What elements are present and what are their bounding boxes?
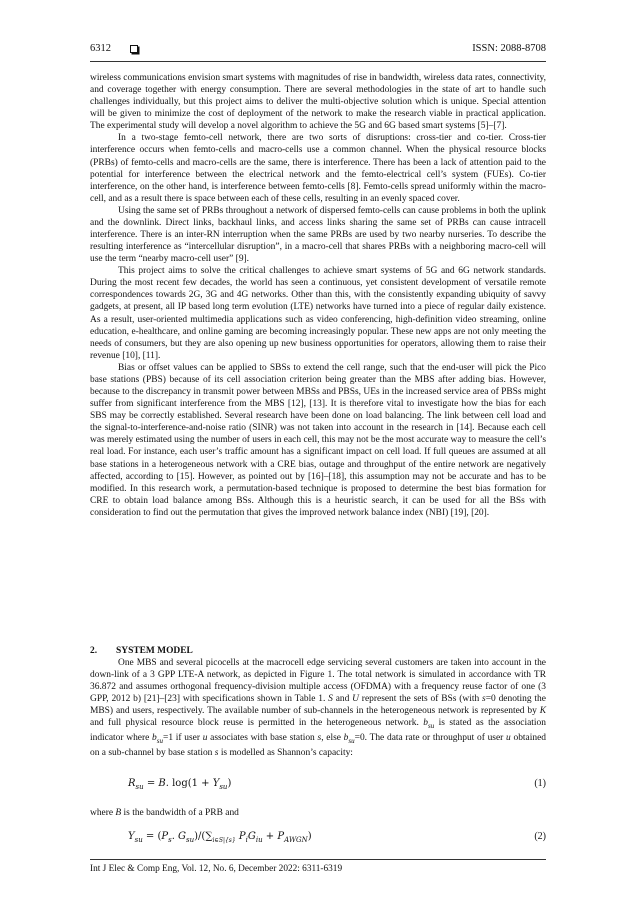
where-text: where B is the bandwidth of a PRB and (90, 808, 239, 818)
body-text (90, 72, 546, 519)
issn: ISSN: 2088-8708 (472, 43, 546, 54)
journal-page: 6312 ISSN: 2088-8708 wireless communications envision smart systems with magnitudes of rise in bandwidth, wireless data rates, connectivity, and coverage together with energy consumption. There are several methodologies in the state of art to handle such challenges individually, but this project aims to deliver the multi-objective solution which is unique. Special attention will be given to minimize the cost of deployment of the network to make the research viable in practical application. The experimental study will develop a novel algorithm to achieve the 5G and 6G based smart systems [5]–[7]. In a two-stage femto-cell network, there are two sorts of disruptions: cross-tier and co-tier. Cross-tier interference occurs when femto-cells and macro-cells use a common channel. When the physical resource blocks (PRBs) of femto-cells and macro-cells are the same, there is interference. There has been a lack of attention paid to the potential for interference between the electrical network and the femto-electrical cell’s system (FUEs). Co-tier interference, on the other hand, is interference between femto-cells [8]. Femto-cells spread uniformly within the macro-cell, and as a result there is space between each of these cells, resulting in an evenly spaced cover. Using the same set of PRBs throughout a network of dispersed femto-cells can cause problems in both the uplink and the downlink. Direct links, backhaul links, and access links sharing the same set of PRBs can cause intracell interference. There is an inter-RN interruption when the same PRBs are used by two nearby nurseries. To describe the resulting interference as “intercellular disruption”, in a macro-cell that shares PRBs with a neighboring macro-cell will use the term “nearby macro-cell user” [9]. This project aims to solve the critical challenges to achieve smart systems of 5G and 6G network standards. During the most recent few decades, the world has seen a continuous, yet consistent development of versatile remote correspondences towards 2G, 3G and 4G networks. Other than this, with the consistently expanding ubiquity of savvy gadgets, at present, all IP based long term evolution (LTE) networks have turned into a piece of regular daily existence. As a result, user-oriented multimedia applications such as video conferencing, high-definition video streaming, online education, e-healthcare, and online gaming are becoming increasingly popular. These new apps are not only meeting the needs of consumers, but they are also opening up new business opportunities for operators, allowing them to raise their revenue [10], [11]. Bias or offset values can be applied to SBSs to extend the cell range, such that the end-user will pick the Pico base stations (PBS) because of its cell association criterion being greater than the MBS after adding bias. However, because to the discrepancy in transmit power between MBSs and PBSs, UEs in the increased service area of PBSs might suffer from significant interference from the MBS [12], [13]. It is therefore vital to investigate how the bias for each SBS may be correctly established. Several research have been done on load balancing. The link between cell load and the signal-to-interference-and-noise ratio (SINR) was not taken into account in the research in [14]. Because each cell was merely estimated using the number of users in each cell, this may not be the most accurate way to measure the cell’s real load. For instance, each user’s traffic amount has a significant impact on cell load. If full queues are assumed at all base stations in a heterogeneous network with a CRE bias, outage and throughput of the entire network are negatively affected, according to [15]. However, as pointed out by [16]–[18], this assumption may not be accurate and has to be modified. In this research work, a permutation-based technique is proposed to determine the best bias formation for CRE to obtain load balance among BSs. Although this is a heuristic search, it can be used for all the BSs with consideration to find out the permutation that gives the improved network balance index (NBI) [19], [20]. 2. SYSTEM MODEL One MBS and several picocells at the macrocell edge servicing several customers are taken into account in the down-link of a 3 GPP LTE-A network, as depicted in Figure 1. The total network is simulated in accordance with TR 36.872 and assumes orthogonal frequency-division multiple access (OFDMA) with a frequency reuse factor of one (3 GPP, 2012 b) [21]–[23] with specifications shown in Table 1. S and U represent the sets of BSs (with s=0 denoting the MBS) and users, respectively. The available number of sub-channels in the heterogeneous network is represented by K and full physical resource block reuse is permitted in the heterogeneous network. $b_{su}$ is stated as the association indicator where $b_{su}=1$ if user u associates with base station s, else $b_{su}=0$. The data rate or throughput of user u obtained on a sub-channel by base station s is modelled as Shannon’s capacity: $R_{su} = B$. $\log(1 + Y_{su})$ (1) where B is the bandwidth of a PRB and $Y_{su} = (P_s$. $G_{su})/(\sum_{i\in S|\{s\}}$ $P_iG_{iu} + P_{AWGN}$) (2) Int J Elec & Comp Eng, Vol. 12, No. 6, December 2022: 6311-6319 (90, 43, 546, 874)
paragraph-3: Using the same set of PRBs throughout a network of dispersed femto-cells can cause problems in both the uplink and the downlink. Direct links, backhaul links, and access links sharing the same set of PRBs can cause intracell interference. There is an inter-RN interruption when the same PRBs are used by two nearby nurseries. To describe the resulting interference as “intercellular disruption”, in a macro-cell that shares PRBs with a neighboring macro-cell will use the term “nearby macro-cell user” [9]. (90, 205, 546, 265)
header-rule (90, 61, 546, 62)
system-model-section (90, 645, 546, 759)
paragraph-5: Bias or offset values can be applied to SBSs to extend the cell range, such that the end-user will pick the Pico base stations (PBS) because of its cell association criterion being greater than the MBS after adding bias. However, because to the discrepancy in transmit power between MBSs and PBSs, UEs in the increased service area of PBSs might suffer from significant interference from the MBS [12], [13]. It is therefore vital to investigate how the bias for each SBS may be correctly established. Several research have been done on load balancing. The link between cell load and the signal-to-interference-and-noise ratio (SINR) was not taken into account in the research in [14]. Because each cell was merely estimated using the number of users in each cell, this may not be the most accurate way to measure the cell’s real load. For instance, each user’s traffic amount has a significant impact on cell load. If full queues are assumed at all base stations in a heterogeneous network with a CRE bias, outage and throughput of the entire network are negatively affected, according to [15]. However, as pointed out by [16]–[18], this assumption may not be accurate and has to be modified. In this research work, a permutation-based technique is proposed to determine the best bias formation for CRE to obtain load balance among BSs. Although this is a heuristic search, it can be used for all the BSs with consideration to find out the permutation that gives the improved network balance index (NBI) [19], [20]. (90, 362, 546, 518)
section-title: 2. SYSTEM MODEL (90, 646, 193, 656)
equation-number: (2) (534, 831, 546, 842)
paragraph-2: In a two-stage femto-cell network, there are two sorts of disruptions: cross-tier and co-tier. Cross-tier interference occurs when femto-cells and macro-cells use a common channel. When the physical resource blocks (PRBs) of femto-cells and macro-cells are the same, there is interference. There has been a lack of attention paid to the potential for interference between the electrical network and the femto-electrical cell’s system (FUEs). Co-tier interference, on the other hand, is interference between femto-cells [8]. Femto-cells spread uniformly within the macro-cell, and as a result there is space between each of these cells, resulting in an evenly spaced cover. (90, 133, 546, 204)
section-paragraph: One MBS and several picocells at the macrocell edge servicing several customers are taken into account in the down-link of a 3 GPP LTE-A network, as depicted in Figure 1. The total network is simulated in accordance with TR 36.872 and assumes orthogonal frequency-division multiple access (OFDMA) with a frequency reuse factor of one (3 GPP, 2012 b) [21]–[23] with specifications shown in Table 1. S and U represent the sets of BSs (with s=0 denoting the MBS) and users, respectively. The available number of sub-channels in the heterogeneous network is represented by K and full physical resource block reuse is permitted in the heterogeneous network. $b_{su}$ is stated as the association indicator where $b_{su}=1$ if user u associates with base station s, else $b_{su}=0$. The data rate or throughput of user u obtained on a sub-channel by base station s is modelled as Shannon’s capacity: (90, 658, 546, 759)
equation-number: (1) (534, 778, 546, 789)
paragraph-1: wireless communications envision smart systems with magnitudes of rise in bandwidth, wireless data rates, connectivity, and coverage together with energy consumption. There are several methodologies in the state of art to handle such challenges individually, but this project aims to deliver the multi-objective solution which is unique. Special attention will be given to minimize the cost of deployment of the network to make the research viable in practical application. The experimental study will develop a novel algorithm to achieve the 5G and 6G based smart systems [5]–[7]. (90, 73, 546, 132)
square-icon (130, 45, 138, 53)
page-number: 6312 (90, 43, 111, 54)
paragraph-4: This project aims to solve the critical challenges to achieve smart systems of 5G and 6G network standards. During the most recent few decades, the world has seen a continuous, yet consistent development of versatile remote correspondences towards 2G, 3G and 4G networks. Other than this, with the consistently expanding ubiquity of savvy gadgets, at present, all IP based long term evolution (LTE) networks have turned into a piece of regular daily existence. As a result, user-oriented multimedia applications such as video conferencing, high-definition video streaming, online education, e-healthcare, and online gaming are becoming increasingly popular. These new apps are not only meeting the needs of consumers, but they are also opening up new business opportunities for operators, allowing them to raise their revenue [10], [11]. (90, 266, 546, 361)
page-footer: Int J Elec & Comp Eng, Vol. 12, No. 6, December 2022: 6311-6319 (90, 864, 343, 874)
footer-rule (90, 859, 546, 860)
page-header (90, 43, 546, 59)
